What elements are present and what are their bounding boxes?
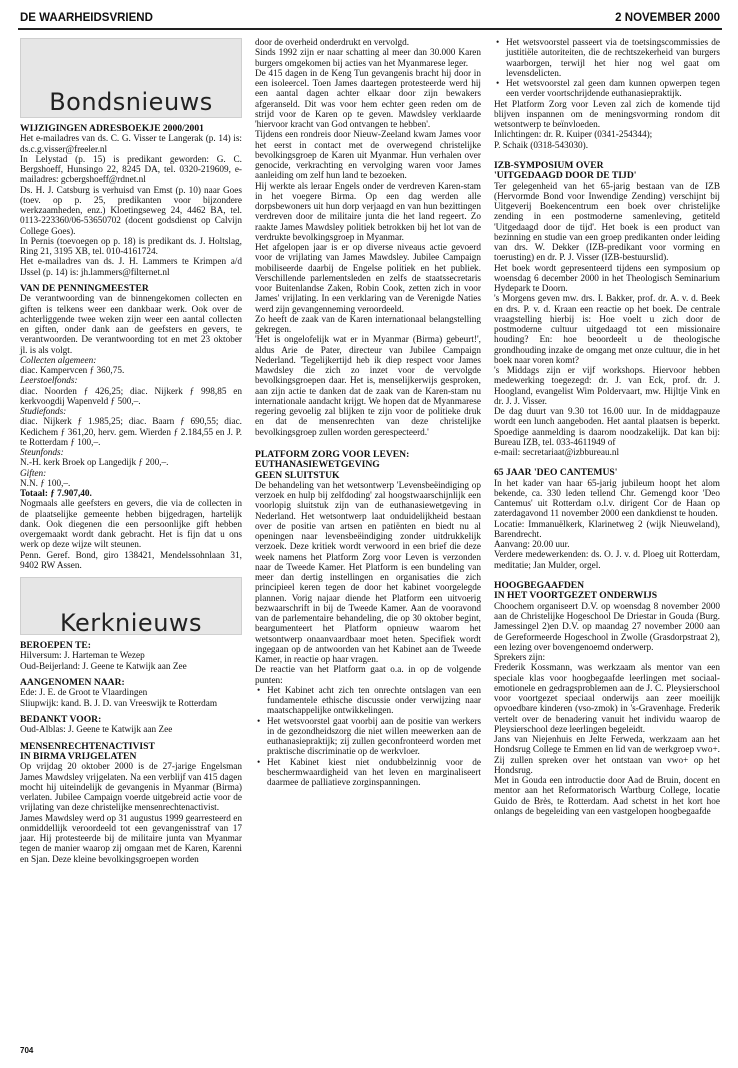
- paragraph: door de overheid onderdrukt en vervolgd.: [255, 38, 410, 48]
- paragraph: Ter gelegenheid van het 65-jarig bestaan van de IZB (Hervormde Bond voor Inwendige Zending) verschijnt bij Uitgeverij Boekencentrum een boek over christelijke zending in een postmoderne samenleving, getiteld 'Uitgedaagd door de tijd'. Het boek is een product van bezinning en studie van een groep predikanten onder leiding van drs. W. Dekker (IZB-predikant voor vorming en toerusting) en dr. P. J. Visser (IZB-bestuurslid).: [494, 181, 720, 264]
- paragraph: Jans van Niejenhuis en Jelte Ferweda, werkzaam aan het Hondsrug College te Emmen en lid van de werkgroep vwo+. Zij zullen spreken over het ontstaan van vwo+ op het Hondsrug.: [494, 735, 720, 776]
- paragraph: Locatie: Immanuëlkerk, Klarinetweg 2 (wijk Nieuweland), Barendrecht.: [494, 519, 720, 540]
- paragraph: Inlichtingen: dr. R. Kuiper (0341-254344); P. Schaik (0318-543030).: [494, 130, 653, 151]
- section-title: Bondsnieuws: [49, 87, 213, 116]
- paragraph: De dag duurt van 9.30 tot 16.00 uur. In de middagpauze wordt een lunch aangeboden. Het aantal plaatsen is beperkt. Spoedige aanmelding is daarom noodzakelijk. Dat kan bij: Bureau IZB, tel. 033-4611949 of e-mail: secretariaat@izbbureau.nl: [494, 407, 720, 459]
- section-banner-kerknieuws: [20, 577, 242, 635]
- fund-entry: N.-H. kerk Broek op Langedijk ƒ 200,–.: [20, 458, 169, 469]
- paragraph: Ede: J. E. de Groot te Vlaardingen Sliupwijk: kand. B. J. D. van Vreeswijk te Rotterdam: [20, 688, 218, 709]
- fund-label: Steunfonds:: [20, 448, 64, 459]
- paragraph: Verdere medewerkenden: ds. O. J. v. d. Ploeg uit Rotterdam, meditatie; Jan Mulder, orgel.: [494, 550, 720, 571]
- paragraph: Op vrijdag 20 oktober 2000 is de 27-jarige Engelsman James Mawdsley vrijgelaten. Na een verblijf van 415 dagen mocht hij uiteindelijk de gevangenis in Myanmar (Birma) verlaten. Jubilee Campaign voerde uitgebreid actie voor de vrijlating van deze christelijke mensenrechtenactivist.: [20, 762, 242, 814]
- fund-entry: diac. Noorden ƒ 426,25; diac. Nijkerk ƒ 998,85 en kerkvoogdij Wapenveld ƒ 500,–.: [20, 386, 242, 407]
- paragraph: In het kader van haar 65-jarig jubileum hoopt het alom bekende, ca. 330 leden tellend Chr. Gemengd koor 'Deo Cantemus' uit Rotterdam o.l.v. dirigent Cor de Haan op zaterdagavond 11 november 2000 een dankdienst te houden.: [494, 478, 720, 520]
- paragraph: Het afgelopen jaar is er op diverse niveaus actie gevoerd voor de vrijlating van James Mawdsley. Jubilee Campaign mobiliseerde daarbij de Engelse politiek en het publiek. Verschillende parlementsleden en zelfs de staatssecretaris voor Buitenlandse Zaken, Robin Cook, zetten zich in voor James' vrijlating. In een verklaring van de Verenigde Naties werd zijn gevangenneming veroordeeld.: [255, 243, 481, 315]
- paragraph: 'Het is ongelofelijk wat er in Myanmar (Birma) gebeurt!', aldus Arie de Pater, directeur van Jubilee Campaign Nederland. 'Tegelijkertijd heb ik diep respect voor James Mawdsley die zich zo inzet voor de vervolgde bevolkingsgroepen daar. Het is, menselijkerwijs gesproken, aan zijn actie te danken dat de zaak van de Karen-stam nu internationale aandacht krijgt. We hopen dat de Myanmarese regering gevoelig zal blijken te zijn voor de politieke druk en dat de mensenrechten van deze christelijke bevolkingsgroep zullen worden gerespecteerd.': [255, 335, 481, 438]
- article-title: BEDANKT VOOR:: [20, 713, 102, 725]
- bullet-list: [494, 38, 720, 100]
- paragraph: In Pernis (toevoegen op p. 18) is predikant ds. J. Holtslag, Ring 21, 3195 XB, tel. 010-4161724.: [20, 236, 242, 258]
- paragraph: Frederik Kossmann, was werkzaam als mentor van een speciale klas voor hoogbegaafde leerlingen met sociaal-emotionele en gedragsproblemen aan de J. C. Pleysierschool voor voortgezet speciaal onderwijs aan zeer moeilijk opvoedbare kinderen (vso-zmok) in 's-Gravenhage. Frederik vertelt over de benadering vanuit het individu waarop de Pleysierschool deze leerlingen begeleidt.: [494, 663, 720, 735]
- paragraph: Het Platform Zorg voor Leven zal zich de komende tijd blijven inspannen om de meningsvorming rondom dit wetsontwerp te beïnvloeden.: [494, 99, 720, 130]
- paragraph: James Mawdsley werd op 31 augustus 1999 gearresteerd en onmiddellijk veroordeeld tot een gevangenisstraf van 17 jaar. Hij protesteerde bij de militaire junta van Myanmar tegen de manier waarop zij omgaan met de Karen, Karenni en Sjan. Deze kleine bevolkingsgroepen worden: [20, 813, 242, 865]
- paragraph: Zo heeft de zaak van de Karen internationaal belangstelling gekregen.: [255, 314, 481, 335]
- publication-name: DE WAARHEIDSVRIEND: [20, 12, 153, 24]
- paragraph: Penn. Geref. Bond, giro 138421, Mendelssohnlaan 31, 9402 RW Assen.: [20, 550, 242, 571]
- page-number: 704: [20, 1046, 34, 1055]
- fund-total: Totaal: ƒ 7.907,40.: [20, 489, 92, 500]
- article-title: MENSENRECHTENACTIVIST IN BIRMA VRIJGELATEN: [20, 740, 155, 762]
- paragraph: Hij werkte als leraar Engels onder de verdreven Karen-stam in het voegere Birma. Op een dag werden alle dorpsbewoners uit hun dorp verjaagd en van hun bezittingen verdreven door de militaire junta die het land regeert. Zo raakte James Mawdsley politiek betrokken bij het lot van de verdrukte bevolkingsgroep in Myanmar.: [255, 181, 481, 243]
- paragraph: Tijdens een rondreis door Nieuw-Zeeland kwam James voor het eerst in contact met de overwegend christelijke bevolkingsgroep de Karen uit Myanmar. Hun verhalen over genocide, verkrachting en vervolging waren voor James aanleiding om zelf hun land te bezoeken.: [255, 130, 481, 182]
- list-item: • Het wetsvoorstel zal geen dam kunnen opwerpen tegen een verder voortschrijdende euthanasiepraktijk.: [494, 79, 720, 100]
- list-item: • Het Kabinet kiest niet ondubbelzinnig voor de beschermwaardigheid van het leven en marginaliseert daarmee de palliatieve zorginspanningen.: [255, 758, 481, 789]
- fund-entry: N.N. ƒ 100,–.: [20, 478, 71, 489]
- article-title: IZB-SYMPOSIUM OVER 'UITGEDAAGD DOOR DE TIJD': [494, 159, 637, 182]
- article-title: BEROEPEN TE:: [20, 640, 91, 652]
- paragraph: Oud-Alblas: J. Geene te Katwijk aan Zee: [20, 725, 173, 736]
- section-title: Kerknieuws: [59, 608, 203, 637]
- paragraph: 's Middags zijn er vijf workshops. Hiervoor hebben medewerking toegezegd: dr. J. van Eck, prof. dr. J. Hoogland, evangelist Wim Poldervaart, mw. Hijltje Vink en dr. J. J. Visser.: [494, 366, 720, 407]
- paragraph: In Lelystad (p. 15) is predikant geworden: G. C. Bergshoeff, Hunsingo 22, 8245 DA, tel. 0320-219609, e-mailadres: gcbergshoeff@rdnet.nl: [20, 154, 242, 186]
- list-item: • Het wetsvoorstel passeert via de toetsingscommissies de justitiële autoriteiten, die de rechtszekerheid van burgers waarborgen, terwijl het hier nog wel gaat om levensdelicten.: [494, 38, 720, 79]
- paragraph: Choochem organiseert D.V. op woensdag 8 november 2000 aan de Christelijke Hogeschool De Driestar in Gouda (Burg. Jamessingel 2)en D.V. op maandag 27 november 2000 aan de Gereformeerde Hogeschool in Zwolle (Grasdorpstraat 2), een lezing over bovengenoemd onderwerp.: [494, 601, 720, 653]
- fund-label: Giften:: [20, 468, 47, 479]
- paragraph: Ds. H. J. Catsburg is verhuisd van Emst (p. 10) naar Goes (toev. op p. 25, predikanten voor bijzondere werkzaamheden, enz.) Kloetingseweg 24, 4462 BA, tel. 0113-223360/06-53650702 (docent godsdienst op Calvijn College Goes).: [20, 185, 242, 237]
- article-title: 65 JAAR 'DEO CANTEMUS': [494, 467, 618, 479]
- paragraph: Sprekers zijn:: [494, 653, 546, 664]
- column-3: [494, 38, 720, 817]
- paragraph: 's Morgens geven mw. drs. I. Bakker, prof. dr. A. v. d. Beek en drs. P. v. d. Kraan een reactie op het boek. De centrale vraagstelling hierbij is: Hoe voelt u zich door de postmoderne cultuur uitgedaagd tot een missionaire houding? En: hoe beoordeelt u de theologische grondhouding inzake de omgang met onze cultuur, die in het boek naar voren komt?: [494, 294, 720, 366]
- paragraph: Aanvang: 20.00 uur.: [494, 540, 570, 551]
- paragraph: Het e-mailadres van ds. C. G. Visser te Langerak (p. 14) is: ds.c.g.visser@freeler.nl: [20, 134, 242, 155]
- fund-label: Studiefonds:: [20, 407, 67, 418]
- paragraph: Met in Gouda een introductie door Aad de Bruin, docent en mentor aan het Reformatorisch Wartburg College, locatie Guido de Brès, te Rotterdam. Aad schetst in het kort hoe onlangs de begeleiding van een vastgelopen hoogbegaafde: [494, 776, 720, 817]
- section-banner-bondsnieuws: [20, 38, 242, 118]
- fund-label: Leerstoelfonds:: [20, 376, 78, 387]
- list-item: • Het Kabinet acht zich ten onrechte ontslagen van een fundamentele ethische discussie onder verwijzing naar maatschappelijke ontwikkelingen.: [255, 686, 481, 717]
- fund-label: Collecten algemeen:: [20, 355, 97, 366]
- article-title: WIJZIGINGEN ADRESBOEKJE 2000/2001: [20, 123, 204, 134]
- fund-entry: diac. Kampervcen ƒ 360,75.: [20, 366, 125, 377]
- paragraph: Nogmaals alle geefsters en gevers, die via de collecten in de plaatselijke gemeente hebben bijgedragen, hartelijk dank. Ook diegenen die een persoonlijke gift hebben overgemaakt wordt dank gebracht. Het is fijn dat u ons werk op deze wijze wilt steunen.: [20, 499, 242, 551]
- article-title: AANGENOMEN NAAR:: [20, 676, 125, 688]
- paragraph: Het e-mailadres van ds. J. H. Lammers te Krimpen a/d IJssel (p. 14) is: jh.lammers@filternet.nl: [20, 257, 242, 278]
- list-item: • Het wetsvoorstel gaat voorbij aan de positie van werkers in de gezondheidszorg die niet willen meewerken aan de euthanasiepraktijk; zij zullen geconfronteerd worden met praktische discriminatie op de werkvloer.: [255, 717, 481, 758]
- paragraph: Sinds 1992 zijn er naar schatting al meer dan 30.000 Karen burgers omgekomen bij acties van het Myanmarese leger.: [255, 48, 481, 69]
- article-title: HOOGBEGAAFDEN IN HET VOORTGEZET ONDERWIJS: [494, 579, 658, 602]
- column-2: [255, 38, 481, 788]
- bullet-list: [255, 686, 481, 789]
- paragraph: Hilversum: J. Harteman te Wezep Oud-Beijerland: J. Geene te Katwijk aan Zee: [20, 651, 187, 672]
- paragraph: De 415 dagen in de Keng Tun gevangenis bracht hij door in een isoleercel. Toen James daartegen protesteerde werd hij een aantal dagen achter elkaar door zijn bewakers afgeranseld. Dit was voor hem echter geen reden om de strijd voor de Karen op te geven. Mawdsley verklaarde 'hiervoor kracht van God ontvangen te hebben'.: [255, 68, 481, 130]
- column-1: [20, 38, 242, 865]
- article-title: VAN DE PENNINGMEESTER: [20, 282, 149, 294]
- article-title: PLATFORM ZORG VOOR LEVEN: EUTHANASIEWETGEVING GEEN SLUITSTUK: [255, 448, 410, 481]
- fund-entry: diac. Nijkerk ƒ 1.985,25; diac. Baarn ƒ 690,55; diac. Kedichem ƒ 361,20, herv. gem. Wierden ƒ 2.184,55 en J. P. te Rotterdam ƒ 100,–.: [20, 417, 242, 448]
- paragraph: De verantwoording van de binnengekomen collecten en giften is telkens weer een dankbaar werk. Ook over de achterliggende twee weken zijn weer een aantal collecten en giften, onder dank aan de geefsters en gevers, te verantwoorden. De verantwoording tot en met 23 oktober jl. is als volgt.: [20, 294, 242, 356]
- paragraph: Het boek wordt gepresenteerd tijdens een symposium op woensdag 6 december 2000 in het Theologisch Seminarium Hydepark te Doorn.: [494, 263, 720, 295]
- paragraph: De reactie van het Platform gaat o.a. in op de volgende punten:: [255, 665, 481, 686]
- page-header: [18, 8, 722, 30]
- issue-date: 2 NOVEMBER 2000: [615, 12, 720, 24]
- paragraph: De behandeling van het wetsontwerp 'Levensbeëindiging op verzoek en hulp bij zelfdoding' zal hoogstwaarschijnlijk een voorlopig sluitstuk zijn van de euthanasiewetgeving in Nederland. Het wetsontwerp laat onduidelijkheid bestaan over de positie van artsen en patiënten en biedt nu al openingen naar levensbeëindiging zonder uitdrukkelijk verzoek. Deze kritiek wordt verwoord in een brief die deze week namens het Platform Zorg voor Leven is verzonden naar de Tweede Kamer. Het Platform is een bundeling van meer dan dertig instellingen en organisaties die zich principieel keren tegen de door het kabinet voorgelegde plannen. Vorig najaar diende het Platform een uitvoerig bezwaarschrift in bij de Tweede Kamer. Aan de vooravond van de parlementaire behandeling, die op 30 oktober begint, beargumenteert het Platform opnieuw waarom het wetsontwerp onaanvaardbaar moet heten. Specifiek wordt ingegaan op de antwoorden van het Kabinet aan de Tweede Kamer, in reactie op haar vragen.: [255, 480, 481, 666]
